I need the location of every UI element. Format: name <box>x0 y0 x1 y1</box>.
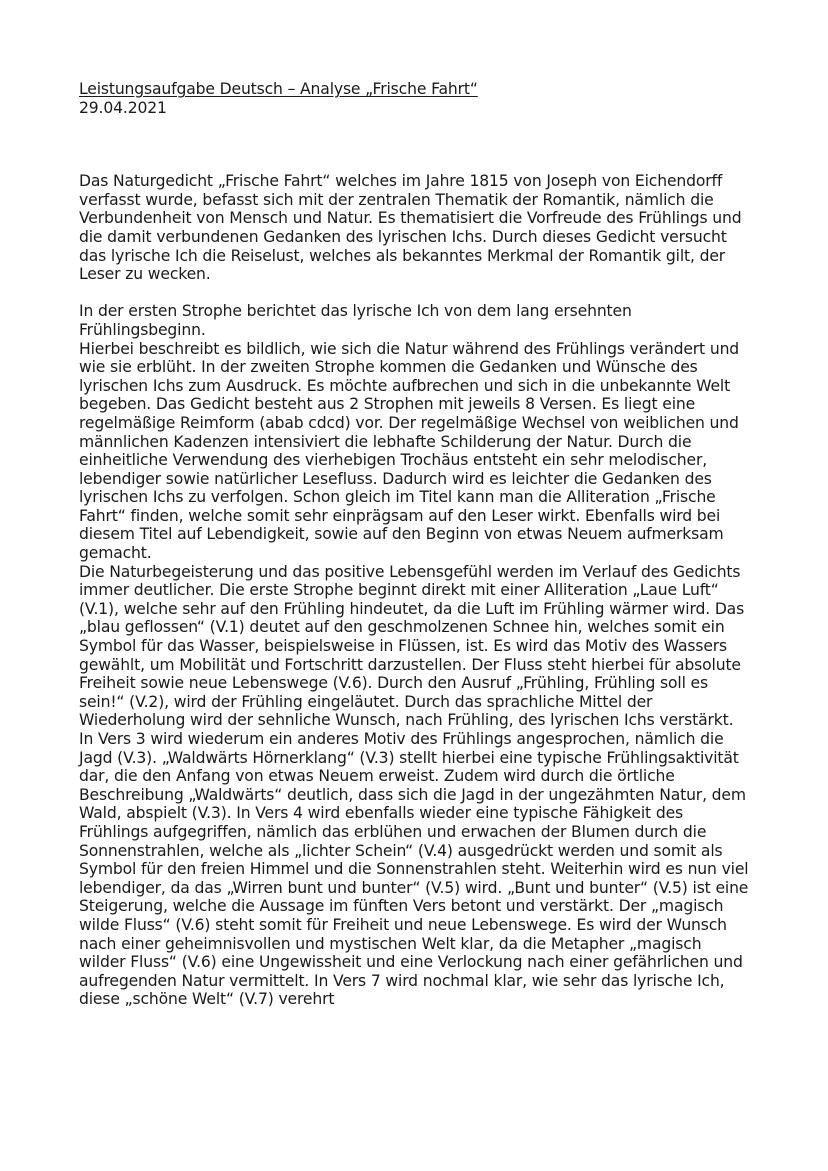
spacer <box>79 284 751 303</box>
spacer <box>79 117 751 172</box>
paragraph-intro: Das Naturgedicht „Frische Fahrt“ welches im Jahre 1815 von Joseph von Eichendorff verfasst wurde, befasst sich mit der zentralen Thematik der Romantik, nämlich die Verbundenheit von Mensch und Natur. Es thematisiert die Vorfreude des Frühlings und die damit verbundenen Gedanken des lyrischen Ichs. Durch dieses Gedicht versucht das lyrische Ich die Reiselust, welches als bekanntes Merkmal der Romantik gilt, der Leser zu wecken. <box>79 172 742 284</box>
paragraph-structure: Hierbei beschreibt es bildlich, wie sich die Natur während des Frühlings verändert und wie sie erblüht. In der zweiten Strophe kommen die Gedanken und Wünsche des lyrischen Ichs zum Ausdruck. Es möchte aufbrechen und sich in die unbekannte Welt begeben. Das Gedicht besteht aus 2 Strophen mit jeweils 8 Versen. Es liegt eine regelmäßige Reimform (abab cdcd) vor. Der regelmäßige Wechsel von weiblichen und männlichen Kadenzen intensiviert die lebhafte Schilderung der Natur. Durch die einheitliche Verwendung des vierhebigen Trochäus entsteht ein sehr melodischer, lebendiger sowie natürlicher Lesefluss. Dadurch wird es leichter die Gedanken des lyrischen Ichs zu verfolgen. Schon gleich im Titel kann man die Alliteration „Frische Fahrt“ finden, welche somit sehr einprägsam auf den Leser wirkt. Ebenfalls wird bei diesem Titel auf Lebendigkeit, sowie auf den Beginn von etwas Neuem aufmerksam gemacht. <box>79 339 740 563</box>
document-title: Leistungsaufgabe Deutsch – Analyse „Frische Fahrt“ <box>79 80 478 98</box>
paragraph-first-stanza: In der ersten Strophe berichtet das lyrische Ich von dem lang ersehnten Frühlingsbeginn. <box>79 302 632 339</box>
paragraph-analysis: Die Naturbegeisterung und das positive Lebensgefühl werden im Verlauf des Gedichts immer deutlicher. Die erste Strophe beginnt direkt mit einer Alliteration „Laue Luft“ (V.1), welche sehr auf den Frühling hindeutet, da die Luft im Frühling wärmer wird. Das „blau geflossen“ (V.1) deutet auf den geschmolzenen Schnee hin, welches somit ein Symbol für das Wasser, beispielsweise in Flüssen, ist. Es wird das Motiv des Wassers gewählt, um Mobilität und Fortschritt darzustellen. Der Fluss steht hierbei für absolute Freiheit sowie neue Lebenswege (V.6). Durch den Ausruf „Frühling, Frühling soll es sein!“ (V.2), wird der Frühling eingeläutet. Durch das sprachliche Mittel der Wiederholung wird der sehnliche Wunsch, nach Frühling, des lyrischen Ichs verstärkt. In Vers 3 wird wiederum ein anderes Motiv des Frühlings angesprochen, nämlich die Jagd (V.3). „Waldwärts Hörnerklang“ (V.3) stellt hierbei eine typische Frühlingsaktivität dar, die den Anfang von etwas Neuem erweist. Zudem wird durch die örtliche Beschreibung „Waldwärts“ deutlich, dass sich die Jagd in der ungezähmten Natur, dem Wald, abspielt (V.3). In Vers 4 wird ebenfalls wieder eine typische Fähigkeit des Frühlings aufgegriffen, nämlich das erblühen und erwachen der Blumen durch die Sonnenstrahlen, welche als „lichter Schein“ (V.4) ausgedrückt werden und somit als Symbol für den freien Himmel und die Sonnenstrahlen steht. Weiterhin wird es nun viel lebendiger, da das „Wirren bunt und bunter“ (V.5) wird. „Bunt und bunter“ (V.5) ist eine Steigerung, welche die Aussage im fünften Vers betont und verstärkt. Der „magisch wilde Fluss“ (V.6) steht somit für Freiheit und neue Lebenswege. Es wird der Wunsch nach einer geheimnisvollen und mystischen Welt klar, da die Metapher „magisch wilder Fluss“ (V.6) eine Ungewissheit und eine Verlockung nach einer gefährlichen und aufregenden Natur vermittelt. In Vers 7 wird nochmal klar, wie sehr das lyrische Ich, diese „schöne Welt“ (V.7) verehrt <box>79 562 749 1009</box>
document-body <box>79 80 751 1009</box>
document-date: 29.04.2021 <box>79 98 167 117</box>
